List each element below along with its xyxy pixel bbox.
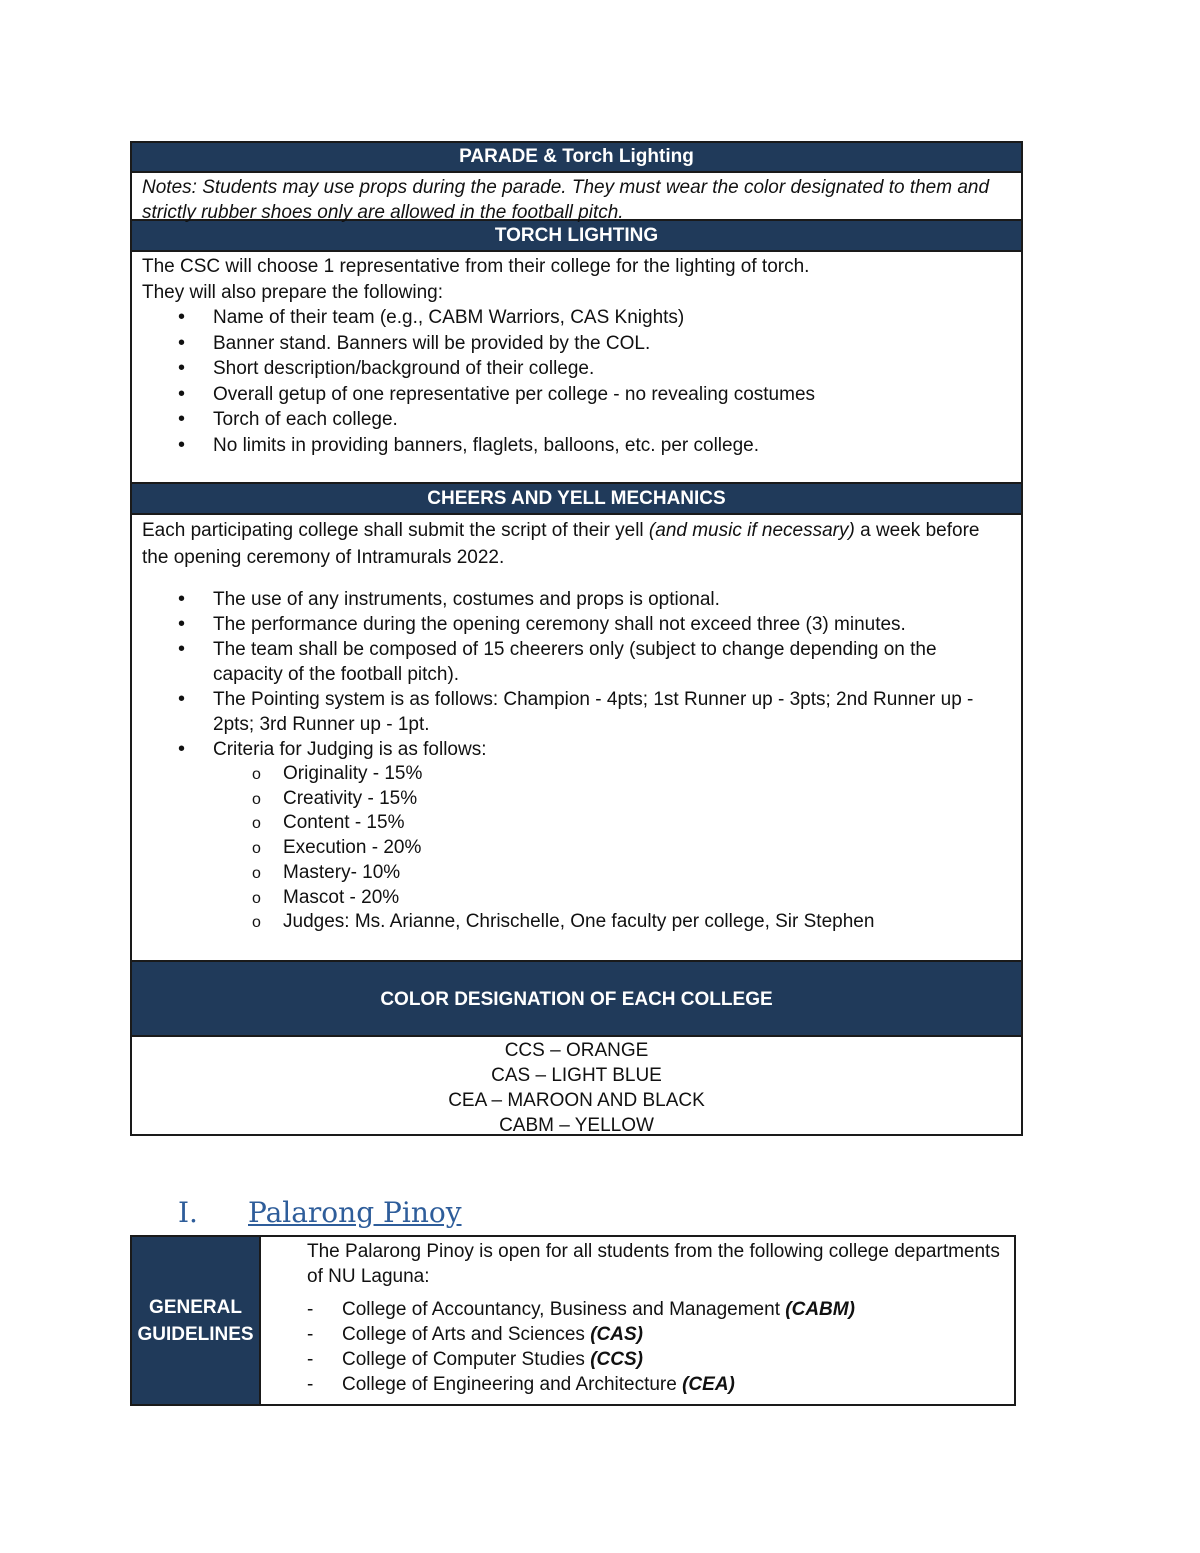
torch-body [132, 252, 1021, 484]
list-item: • Overall getup of one representative per college - no revealing costumes [142, 382, 1011, 408]
parade-table [130, 141, 1023, 1136]
torch-list [142, 305, 1011, 458]
list-item: • Short description/background of their college. [142, 356, 1011, 382]
list-item: o Mascot - 20% [142, 886, 1011, 911]
section-title: Palarong Pinoy [248, 1196, 462, 1229]
colors-body [132, 1037, 1021, 1134]
section-heading [178, 1196, 462, 1229]
list-item: • No limits in providing banners, flaglets, balloons, etc. per college. [142, 433, 1011, 459]
guidelines-table [130, 1235, 1016, 1406]
list-item: • The use of any instruments, costumes and props is optional. [142, 587, 1011, 612]
list-item [307, 1372, 1004, 1397]
list-item: o Creativity - 15% [142, 787, 1011, 812]
parade-header: PARADE & Torch Lighting [132, 143, 1021, 173]
college-name: College of Engineering and Architecture [342, 1374, 683, 1395]
list-item: o Mastery- 10% [142, 861, 1011, 886]
color-item: CCS – ORANGE [504, 1040, 649, 1061]
list-item [307, 1297, 1004, 1322]
guidelines-label-line2: GUIDELINES [137, 1323, 254, 1345]
college-name: College of Computer Studies [342, 1349, 591, 1370]
guidelines-body [261, 1237, 1014, 1404]
college-abbr: (CABM) [785, 1299, 855, 1320]
college-abbr: (CEA) [682, 1374, 735, 1395]
torch-intro-1: The CSC will choose 1 representative from their college for the lighting of torch. [142, 256, 810, 277]
list-item [142, 737, 1011, 762]
college-abbr: (CCS) [590, 1349, 643, 1370]
cheers-intro-italic: (and music if necessary) [648, 520, 855, 541]
cheers-body [132, 515, 1021, 962]
cheers-intro-b: a week before the opening ceremony of Intramurals 2022. [142, 520, 980, 568]
list-item: • The team shall be composed of 15 cheerers only (subject to change depending on the capacity of the football pitch). [142, 637, 1011, 687]
list-item: o Content - 15% [142, 811, 1011, 836]
criteria-list [142, 762, 1011, 935]
torch-header: TORCH LIGHTING [132, 221, 1021, 252]
list-item: • The performance during the opening ceremony shall not exceed three (3) minutes. [142, 612, 1011, 637]
list-item [307, 1322, 1004, 1347]
list-item [307, 1347, 1004, 1372]
section-number: I. [178, 1196, 198, 1229]
color-item: CABM – YELLOW [499, 1115, 654, 1136]
list-item: • Torch of each college. [142, 407, 1011, 433]
cheers-intro-a: Each participating college shall submit the script of their yell [142, 520, 649, 541]
college-name: College of Arts and Sciences [342, 1324, 591, 1345]
guidelines-intro: The Palarong Pinoy is open for all students from the following college departments of NU Laguna: [307, 1241, 1000, 1287]
college-list [307, 1297, 1004, 1397]
cheers-intro [142, 517, 1011, 571]
list-item: o Execution - 20% [142, 836, 1011, 861]
list-item: o Originality - 15% [142, 762, 1011, 787]
guidelines-label [132, 1237, 261, 1404]
list-item: • Name of their team (e.g., CABM Warriors, CAS Knights) [142, 305, 1011, 331]
college-abbr: (CAS) [590, 1324, 643, 1345]
guidelines-label-line1: GENERAL [149, 1296, 242, 1318]
cheers-header: CHEERS AND YELL MECHANICS [132, 484, 1021, 515]
cheers-list [142, 587, 1011, 762]
torch-intro-2: They will also prepare the following: [142, 281, 443, 303]
list-item: • Banner stand. Banners will be provided by the COL. [142, 331, 1011, 357]
color-item: CEA – MAROON AND BLACK [448, 1090, 705, 1111]
list-item: • The Pointing system is as follows: Champion - 4pts; 1st Runner up - 3pts; 2nd Runner up - 2pts; 3rd Runner up - 1pt. [142, 687, 1011, 737]
color-item: CAS – LIGHT BLUE [491, 1065, 662, 1086]
parade-notes: Notes: Students may use props during the parade. They must wear the color designated to them and strictly rubber shoes only are allowed in the football pitch. [132, 173, 1021, 221]
criteria-intro: Criteria for Judging is as follows: [213, 739, 487, 760]
colors-header: COLOR DESIGNATION OF EACH COLLEGE [132, 962, 1021, 1037]
college-name: College of Accountancy, Business and Management [342, 1299, 786, 1320]
list-item: o Judges: Ms. Arianne, Chrischelle, One faculty per college, Sir Stephen [142, 910, 1011, 935]
